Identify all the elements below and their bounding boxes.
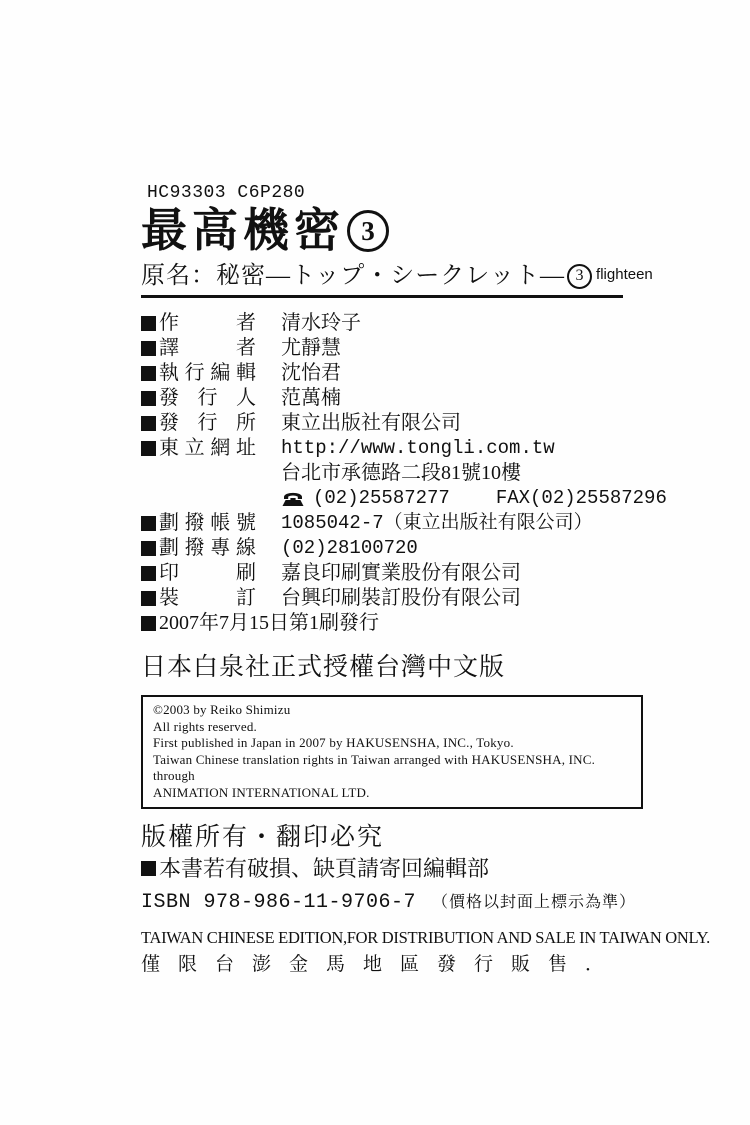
credit-label: 劃 撥 專 線 xyxy=(159,537,256,559)
credit-value: 范萬楠 xyxy=(281,387,341,409)
product-code: HC93303 C6P280 xyxy=(147,183,306,203)
black-square-bullet-icon xyxy=(141,416,156,431)
license-statement: 日本白泉社正式授權台灣中文版 xyxy=(141,654,506,681)
credit-label: 裝 訂 xyxy=(159,587,256,609)
title-divider-rule xyxy=(141,295,623,298)
black-square-bullet-icon xyxy=(141,541,156,556)
phone-fax-row xyxy=(141,486,667,511)
black-square-bullet-icon xyxy=(141,441,156,456)
book-title-text: 最高機密 xyxy=(141,205,345,256)
credit-row-publisher-person xyxy=(141,386,653,411)
phone-number: (02)25587277 xyxy=(313,487,450,509)
publisher-address-row xyxy=(141,461,653,486)
original-title-line xyxy=(141,259,653,293)
damaged-copy-notice-row xyxy=(141,855,653,882)
credit-value: 1085042-7（東立出版社有限公司） xyxy=(281,512,593,534)
copyright-line: All rights reserved. xyxy=(153,718,258,734)
credit-value: 尤靜慧 xyxy=(281,337,341,359)
credit-label: 譯 者 xyxy=(159,337,256,359)
black-square-bullet-icon xyxy=(141,861,156,876)
credit-value: 台興印刷裝訂股份有限公司 xyxy=(281,587,521,609)
region-distribution-notice: 僅限台澎金馬地區發行販售． xyxy=(141,954,623,975)
black-square-bullet-icon xyxy=(141,591,156,606)
publisher-url: http://www.tongli.com.tw xyxy=(281,437,555,459)
telephone-icon xyxy=(281,490,305,507)
black-square-bullet-icon xyxy=(141,516,156,531)
copyright-line: Taiwan Chinese translation rights in Taiwan arranged with HAKUSENSHA, INC. through xyxy=(153,751,596,783)
credit-value: (02)28100720 xyxy=(281,537,418,559)
credit-label: 作 者 xyxy=(159,312,256,334)
credit-value: 東立出版社有限公司 xyxy=(281,412,461,434)
credit-row-translator xyxy=(141,336,653,361)
black-square-bullet-icon xyxy=(141,366,156,381)
credit-row-author xyxy=(141,311,653,336)
credit-label: 東 立 網 址 xyxy=(159,437,256,459)
copyright-line: ANIMATION INTERNATIONAL LTD. xyxy=(153,784,370,800)
original-volume-circled-number: 3 xyxy=(567,264,592,289)
black-square-bullet-icon xyxy=(141,391,156,406)
volume-circled-number: 3 xyxy=(347,210,389,252)
black-square-bullet-icon xyxy=(141,316,156,331)
credit-row-website xyxy=(141,436,653,461)
price-note: （價格以封面上標示為準） xyxy=(432,894,637,911)
credit-row-postal-hotline xyxy=(141,536,653,561)
print-date-row xyxy=(141,611,653,636)
black-square-bullet-icon xyxy=(141,616,156,631)
credit-value: 沈怡君 xyxy=(281,362,341,384)
damaged-copy-notice: 本書若有破損、缺頁請寄回編輯部 xyxy=(159,856,490,881)
fax-number: FAX(02)25587296 xyxy=(495,487,667,509)
publisher-address: 台北市承德路二段81號10樓 xyxy=(281,462,521,484)
credit-label: 劃 撥 帳 號 xyxy=(159,512,256,534)
credit-row-postal-account xyxy=(141,511,653,536)
credits-list xyxy=(141,311,667,636)
print-date: 2007年7月15日第1刷發行 xyxy=(159,612,379,634)
credit-row-printing xyxy=(141,561,653,586)
credit-label: 發 行 所 xyxy=(159,412,256,434)
credit-value: 清水玲子 xyxy=(281,312,361,334)
credit-row-publishing-house xyxy=(141,411,653,436)
black-square-bullet-icon xyxy=(141,341,156,356)
isbn-row xyxy=(141,889,653,914)
original-title-en: flighteen xyxy=(596,266,653,283)
credit-label: 發 行 人 xyxy=(159,387,256,409)
original-title-text: 原名：秘密—トップ・シークレット— xyxy=(141,263,566,289)
copyright-line: First published in Japan in 2007 by HAKUSENSHA, INC., Tokyo. xyxy=(153,735,514,750)
credit-value: 嘉良印刷實業股份有限公司 xyxy=(281,562,521,584)
isbn-number: ISBN 978-986-11-9706-7 xyxy=(141,891,417,914)
credit-label: 印 刷 xyxy=(159,562,256,584)
colophon-content xyxy=(141,183,710,977)
credit-row-executive-editor xyxy=(141,361,653,386)
rights-reserved-line: 版權所有・翻印必究 xyxy=(141,824,385,851)
copyright-box xyxy=(141,695,643,809)
book-title xyxy=(141,206,653,256)
credit-row-binding xyxy=(141,586,653,611)
black-square-bullet-icon xyxy=(141,566,156,581)
copyright-line: ©2003 by Reiko Shimizu xyxy=(153,702,291,717)
credit-label: 執 行 編 輯 xyxy=(159,362,256,384)
english-distribution-notice: TAIWAN CHINESE EDITION,FOR DISTRIBUTION AND SALE IN TAIWAN ONLY. xyxy=(141,928,710,947)
